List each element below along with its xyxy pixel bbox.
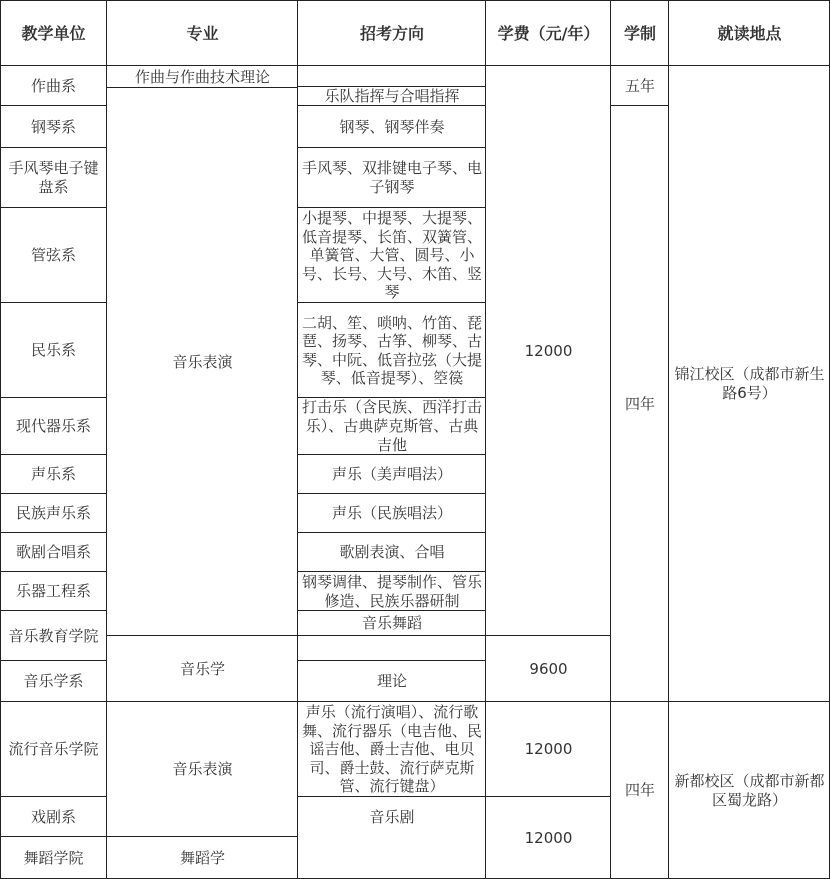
direction-cell: 声乐（民族唱法）: [331, 504, 452, 522]
row-divider: [298, 571, 485, 572]
row-divider: [0, 493, 107, 494]
unit-cell: 戏剧系: [30, 807, 76, 826]
row-divider: [107, 635, 611, 636]
fee-cell: 12000: [524, 828, 573, 847]
unit-cell: 民族声乐系: [15, 504, 91, 522]
row-divider: [0, 207, 107, 208]
row-divider: [298, 86, 485, 87]
column-divider: [668, 0, 669, 879]
major-cell: 舞蹈学: [179, 848, 225, 867]
major-cell: 音乐学: [179, 659, 225, 678]
unit-cell: 管弦系: [30, 246, 76, 264]
row-divider: [0, 302, 107, 303]
header-unit: 教学单位: [21, 23, 86, 43]
fee-cell: 12000: [524, 740, 573, 758]
row-divider: [298, 302, 485, 303]
unit-cell: 乐器工程系: [15, 582, 91, 600]
table-border: [0, 0, 830, 1]
direction-cell: 乐队指挥与合唱指挥: [324, 86, 460, 105]
location-cell: 新都校区（成都市新都区蜀龙路）: [674, 771, 825, 809]
row-divider: [298, 493, 485, 494]
direction-cell: 小提琴、中提琴、大提琴、低音提琴、长笛、双簧管、单簧管、大管、圆号、小号、长号、大号、木笛、竖琴: [302, 209, 482, 302]
row-divider: [0, 660, 107, 661]
row-divider: [0, 532, 107, 533]
row-divider: [0, 147, 107, 148]
row-divider: [298, 147, 485, 148]
unit-cell: 舞蹈学院: [23, 848, 84, 867]
major-cell: 音乐表演: [172, 352, 233, 371]
row-divider: [0, 836, 298, 837]
row-divider: [0, 701, 830, 702]
fee-cell: 12000: [524, 341, 573, 360]
unit-cell: 声乐系: [30, 465, 76, 483]
direction-cell: 打击乐（含民族、西洋打击乐）、古典萨克斯管、古典吉他: [302, 398, 482, 454]
direction-cell: 钢琴调律、提琴制作、管乐修造、民族乐器研制: [302, 572, 482, 610]
header-direction: 招考方向: [359, 23, 424, 43]
row-divider: [611, 105, 669, 106]
row-divider: [298, 660, 485, 661]
direction-cell: 歌剧表演、合唱: [339, 543, 445, 561]
direction-cell: 手风琴、双排键电子琴、电子钢琴: [302, 159, 482, 196]
column-divider: [485, 0, 486, 879]
direction-cell: 声乐（流行演唱）、流行歌舞、流行器乐（电吉他、民谣吉他、爵士吉他、电贝司、爵士鼓、流行萨克斯管、流行键盘）: [302, 703, 482, 796]
row-divider: [0, 454, 107, 455]
column-divider: [106, 0, 107, 879]
fee-cell: 9600: [529, 659, 568, 678]
unit-cell: 作曲系: [30, 76, 76, 95]
unit-cell: 音乐教育学院: [8, 626, 99, 645]
duration-cell: 四年: [624, 394, 655, 413]
unit-cell: 钢琴系: [30, 117, 76, 136]
direction-cell: 音乐舞蹈: [361, 614, 422, 632]
row-divider: [298, 397, 485, 398]
direction-cell: 二胡、笙、唢呐、竹笛、琵琶、扬琴、古筝、柳琴、古琴、中阮、低音拉弦（大提琴、低音提琴）、箜篌: [302, 313, 482, 387]
direction-cell: 理论: [376, 672, 407, 690]
direction-cell: 音乐剧: [369, 807, 415, 826]
unit-cell: 民乐系: [30, 341, 76, 359]
row-divider: [298, 454, 485, 455]
row-divider: [0, 105, 107, 106]
table-border: [0, 0, 1, 879]
unit-cell: 歌剧合唱系: [15, 543, 91, 561]
header-location: 就读地点: [717, 23, 782, 43]
duration-cell: 五年: [624, 76, 655, 95]
unit-cell: 手风琴电子键盘系: [8, 159, 99, 196]
row-divider: [107, 87, 297, 88]
row-divider: [0, 571, 107, 572]
duration-cell: 四年: [624, 781, 655, 799]
header-fee: 学费（元/年）: [497, 23, 600, 43]
row-divider: [0, 65, 830, 66]
header-major: 专业: [186, 23, 219, 43]
row-divider: [0, 397, 107, 398]
row-divider: [298, 796, 611, 797]
column-divider: [297, 0, 298, 879]
unit-cell: 流行音乐学院: [8, 740, 99, 758]
unit-cell: 现代器乐系: [15, 417, 91, 435]
direction-cell: 声乐（美声唱法）: [331, 465, 452, 483]
location-cell: 锦江校区（成都市新生路6号）: [674, 365, 825, 402]
column-divider: [610, 0, 611, 879]
unit-cell: 音乐学系: [23, 672, 84, 690]
major-cell: 作曲与作曲技术理论: [134, 67, 270, 86]
row-divider: [0, 610, 107, 611]
row-divider: [298, 207, 485, 208]
major-cell: 音乐表演: [172, 760, 233, 778]
row-divider: [0, 796, 107, 797]
row-divider: [298, 610, 485, 611]
direction-cell: 钢琴、钢琴伴奏: [339, 117, 445, 136]
row-divider: [298, 105, 485, 106]
header-duration: 学制: [623, 23, 656, 43]
row-divider: [298, 532, 485, 533]
